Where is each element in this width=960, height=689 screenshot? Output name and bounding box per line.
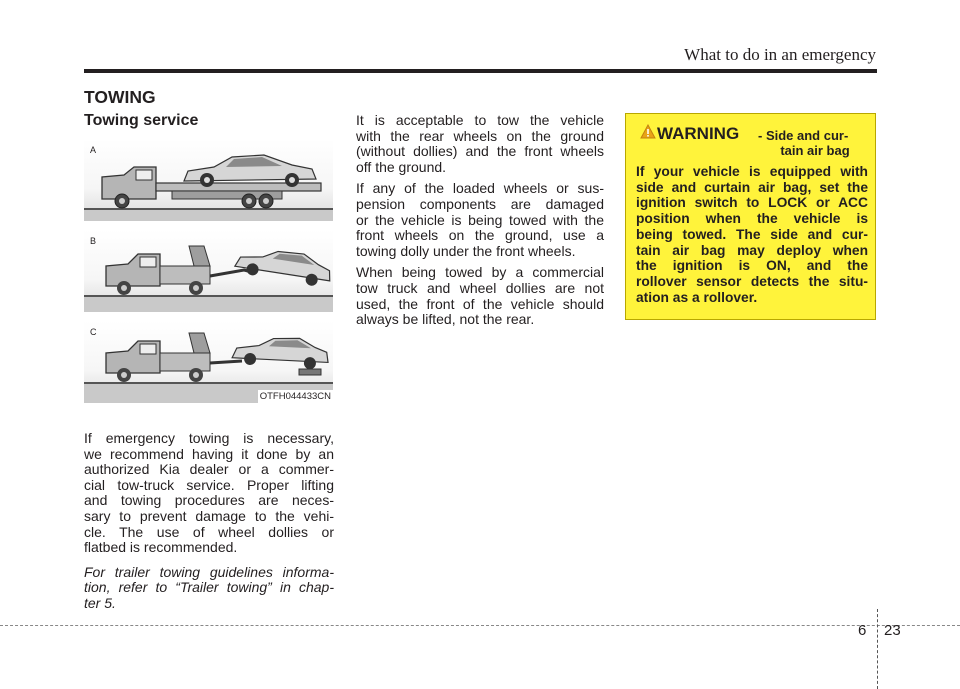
page-divider (877, 609, 878, 689)
note-line: tion, refer to “Trailer towing” in chap- (84, 579, 334, 596)
warning-line: tain air bag may deploy when (636, 242, 868, 258)
warning-box (625, 113, 876, 320)
warning-subtitle (756, 128, 874, 158)
paragraph-line: cle. The use of wheel dollies or (84, 523, 334, 540)
note-line: ter 5. (84, 594, 116, 611)
footer-rule (0, 625, 960, 626)
paragraph-line: cial tow-truck service. Proper lifting (84, 476, 334, 493)
paragraph-line: flatbed is recommended. (84, 539, 238, 556)
chapter-header: What to do in an emergency (684, 45, 876, 64)
chapter-number: 6 (858, 622, 867, 639)
paragraph-line: used, the front of the vehicle should (356, 295, 604, 312)
towing-illustration (84, 139, 333, 403)
paragraph-line: we recommend having it done by an (84, 445, 334, 462)
figure-code: OTFH044433CN (259, 391, 331, 402)
warning-line: being towed. The side and cur- (636, 226, 868, 242)
warning-line: ation as a rollover. (636, 289, 758, 305)
warning-line: position when the vehicle is (636, 211, 868, 227)
paragraph-line: with the rear wheels on the ground (356, 127, 604, 144)
panel-flatbed (84, 139, 333, 221)
panel-label-a: A (90, 145, 97, 155)
paragraph-line: authorized Kia dealer or a commer- (84, 461, 334, 478)
paragraph-line: When being towed by a commercial (356, 264, 604, 281)
warning-label: WARNING (657, 124, 740, 143)
warning-body (636, 164, 868, 305)
paragraph-line: pension components are damaged (356, 195, 604, 212)
warning-line: side and curtain air bag, set the (636, 179, 868, 195)
warning-subtitle-line1: - Side and cur- (758, 128, 849, 143)
paragraph-line: sary to prevent damage to the vehi- (84, 507, 334, 524)
header-rule (84, 69, 877, 73)
paragraph-line: always be lifted, not the rear. (356, 311, 535, 328)
middle-paragraph (356, 181, 604, 259)
warning-line: ignition switch to LOCK or ACC (636, 195, 868, 211)
warning-line: If your vehicle is equipped with (636, 164, 868, 179)
section-subtitle: Towing service (84, 112, 199, 129)
middle-paragraph (356, 113, 604, 175)
paragraph-line: off the ground. (356, 158, 447, 175)
paragraph-line: It is acceptable to tow the vehicle (356, 112, 604, 128)
warning-line: the ignition is ON, and the (636, 258, 868, 274)
panel-label-c: C (90, 327, 97, 337)
paragraph-line: If any of the loaded wheels or sus- (356, 180, 604, 197)
warning-icon (640, 124, 656, 144)
middle-column-text (356, 113, 604, 328)
section-title: TOWING (84, 87, 156, 107)
paragraph-line: tow truck and wheel dollies are not (356, 279, 604, 296)
trailer-towing-note (84, 565, 334, 612)
paragraph-line: or the vehicle is being towed with the (356, 211, 604, 228)
paragraph-line: towing dolly under the front wheels. (356, 242, 576, 259)
warning-subtitle-line2: tain air bag (780, 143, 850, 158)
page-number: 23 (884, 622, 901, 639)
flatbed-truck-drawing (84, 139, 333, 221)
paragraph-line: front wheels on the ground, use a (356, 227, 604, 244)
towing-service-paragraph (84, 431, 334, 612)
paragraph-line: and towing procedures are neces- (84, 492, 334, 509)
panel-label-b: B (90, 236, 97, 246)
warning-line: rollover sensor detects the situ- (636, 273, 868, 289)
paragraph-line: (without dollies) and the front wheels (356, 143, 604, 160)
note-line: For trailer towing guidelines informa- (84, 563, 334, 580)
middle-paragraph (356, 265, 604, 327)
panel-wheel-lift (84, 230, 333, 312)
paragraph-line: If emergency towing is necessary, (84, 430, 334, 446)
wheel-lift-truck-drawing (84, 230, 333, 312)
